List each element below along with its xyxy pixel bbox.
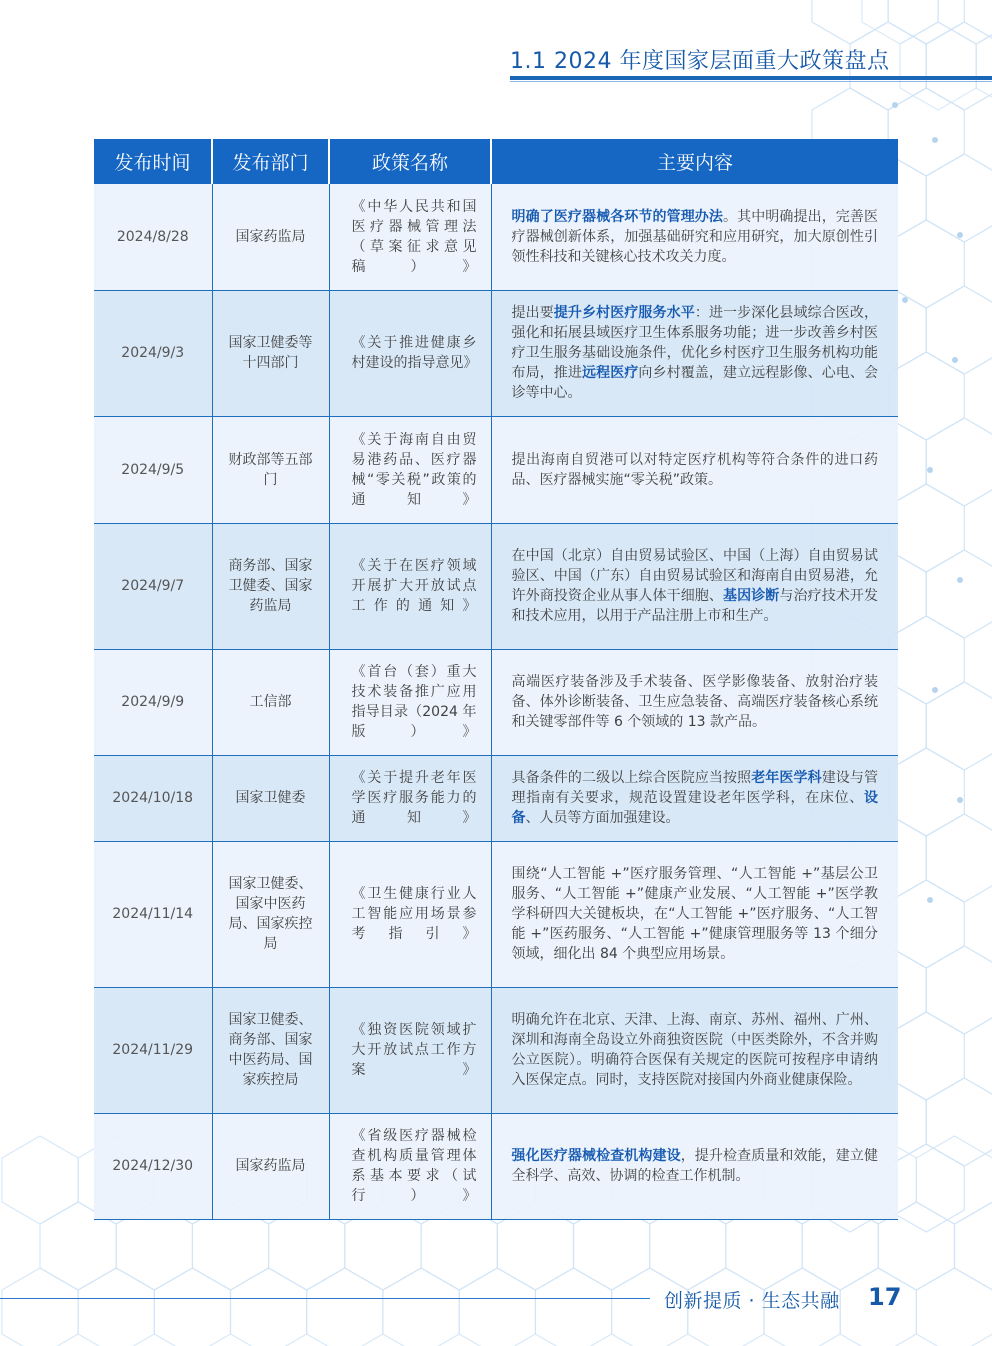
background-hexagon [955,1202,992,1290]
background-hexagon [888,880,964,968]
content-text: 在中国（北京）自由贸易试验区、中国（上海）自由贸易试验区、中国（广东）自由贸易试验区和海南自由贸易港，允许外商投资企业从事人体干细胞、 [511,548,878,604]
table-row [94,755,898,841]
table-row [94,1113,898,1219]
background-hexagon [888,1144,964,1232]
background-hexagon [926,550,992,638]
background-hexagon [78,1268,154,1346]
cell-date: 2024/10/18 [94,755,212,841]
highlighted-text: 远程医疗 [582,365,639,381]
background-hexagon [926,286,992,374]
table-header-row [94,139,898,184]
content-text: ，提升检查质量和效能，建立健全科学、高效、协调的检查工作机制。 [511,1148,879,1184]
page-number: 17 [868,1283,902,1311]
background-hexagon [535,1268,611,1346]
content-text: 、人员等方面加强建设。 [525,810,680,826]
cell-date: 2024/11/29 [94,987,212,1113]
content-text: 高端医疗装备涉及手术装备、医学影像装备、放射治疗装备、体外诊断装备、卫生应急装备、高端医疗装备核心系统和关键零部件等 6 个领域的 13 款产品。 [511,674,878,730]
highlighted-text: 明确了医疗器械各环节的管理办法 [511,208,723,225]
cell-content [491,416,898,523]
background-node-dot [932,137,938,143]
background-hexagon [888,616,964,704]
highlighted-text: 基因诊断 [723,588,780,604]
table-row [94,290,898,416]
background-hexagon [231,1268,307,1346]
background-hexagon [926,418,992,506]
background-hexagon [926,22,992,110]
background-node-dot [932,687,938,693]
background-hexagon [154,1268,230,1346]
background-hexagon [888,748,964,836]
background-hexagon [926,154,992,242]
background-hexagon [888,220,964,308]
background-hexagon [926,682,992,770]
cell-policy-name: 《关于提升老年医学医疗服务能力的通知》 [329,755,491,841]
cell-department: 国家卫健委、商务部、国家中医药局、国家疾控局 [212,987,329,1113]
background-hexagon [812,0,888,44]
cell-content [491,184,898,290]
column-header-content: 主要内容 [491,139,898,184]
background-node-dot [952,357,958,363]
cell-policy-name: 《首台（套）重大技术装备推广应用指导目录（2024 年版）》 [329,649,491,755]
background-hexagon [862,0,938,44]
cell-policy-name: 《卫生健康行业人工智能应用场景参考指引》 [329,841,491,987]
background-hexagon [888,352,964,440]
content-text: 围绕“人工智能 +”医疗服务管理、“人工智能 +”基层公卫服务、“人工智能 +”健康产业发展、“人工智能 +”医学教学科研四大关键板块，在“人工智能 +”医疗服务、“人工智能 +”医药服务、“人工智能 +”健康管理服务等 13 个细分领域，细化出 84 个典型应用场景。 [511,866,878,962]
cell-date: 2024/8/28 [94,184,212,290]
background-hexagon [916,1268,992,1346]
cell-content [491,1113,898,1219]
cell-policy-name: 《关于海南自由贸易港药品、医疗器械“零关税”政策的通知》 [329,416,491,523]
column-header-policy-name: 政策名称 [329,139,491,184]
cell-department: 财政部等五部门 [212,416,329,523]
background-hexagon [459,1268,535,1346]
cell-department: 国家卫健委 [212,755,329,841]
content-text: 具备条件的二级以上综合医院应当按照 [511,770,752,786]
cell-policy-name: 《独资医院领域扩大开放试点工作方案》 [329,987,491,1113]
background-hexagon [976,22,992,110]
background-hexagon [926,1078,992,1166]
background-hexagon [307,1268,383,1346]
cell-content [491,987,898,1113]
cell-department: 国家卫健委等十四部门 [212,290,329,416]
cell-date: 2024/9/7 [94,523,212,649]
column-header-date: 发布时间 [94,139,212,184]
table-row [94,841,898,987]
table-row [94,416,898,523]
cell-content [491,523,898,649]
background-node-dot [927,897,933,903]
background-node-dot [957,797,963,803]
policy-table [94,139,898,1220]
column-header-department: 发布部门 [212,139,329,184]
background-node-dot [957,232,963,238]
cell-policy-name: 《省级医疗器械检查机构质量管理体系基本要求（试行）》 [329,1113,491,1219]
content-text: 与治疗技术开发和技术应用，以用于产品注册上市和生产。 [511,588,879,624]
background-hexagon [926,946,992,1034]
cell-date: 2024/12/30 [94,1113,212,1219]
cell-content [491,649,898,755]
content-text: 向乡村覆盖，建立远程影像、心电、会诊等中心。 [511,365,879,401]
cell-department: 国家药监局 [212,184,329,290]
background-hexagon [2,1268,78,1346]
highlighted-text: 设备 [511,790,878,826]
table-row [94,987,898,1113]
highlighted-text: 强化医疗器械检查机构建设 [511,1148,681,1164]
background-node-dot [902,297,908,303]
content-text: 。其中明确提出，完善医疗器械创新体系，加强基础研究和应用研究，加大原创性引领性科技和关键核心技术攻关力度。 [511,208,878,265]
cell-department: 国家药监局 [212,1113,329,1219]
highlighted-text: 提升乡村医疗服务水平 [553,305,695,321]
cell-date: 2024/9/9 [94,649,212,755]
cell-policy-name: 《关于在医疗领域开展扩大开放试点工作的通知》 [329,523,491,649]
background-hexagon [888,484,964,572]
cell-content [491,290,898,416]
footer-slogan: 创新提质 · 生态共融 [664,1290,840,1312]
background-hexagon [888,0,964,44]
background-hexagon [916,1136,992,1224]
cell-policy-name: 《中华人民共和国医疗器械管理法（草案征求意见稿）》 [329,184,491,290]
cell-department: 商务部、国家卫健委、国家药监局 [212,523,329,649]
highlighted-text: 老年医学科 [751,770,822,786]
cell-date: 2024/9/3 [94,290,212,416]
content-text: 提出海南自贸港可以对特定医疗机构等符合条件的进口药品、医疗器械实施“零关税”政策。 [511,451,878,488]
background-hexagon [926,814,992,902]
background-hexagon [383,1268,459,1346]
content-text: ：进一步深化县域综合医改，强化和拓展县域医疗卫生体系服务功能；进一步改善乡村医疗卫生服务基础设施条件，优化乡村医疗卫生服务机构功能布局，推进 [511,305,879,381]
section-title-underline [510,76,992,80]
background-node-dot [927,467,933,473]
background-node-dot [892,102,898,108]
table-row [94,184,898,290]
cell-date: 2024/11/14 [94,841,212,987]
content-text: 建设与管理指南有关要求，规范设置建设老年医学科，在床位、 [511,770,879,806]
background-hexagon [888,1012,964,1100]
footer-rule [0,1298,650,1299]
cell-department: 工信部 [212,649,329,755]
background-node-dot [957,577,963,583]
cell-content [491,755,898,841]
cell-department: 国家卫健委、国家中医药局、国家疾控局 [212,841,329,987]
content-text: 提出要 [511,305,554,321]
table-row [94,649,898,755]
section-title: 1.1 2024 年度国家层面重大政策盘点 [510,49,890,74]
table-row [94,523,898,649]
cell-date: 2024/9/5 [94,416,212,523]
cell-content [491,841,898,987]
cell-policy-name: 《关于推进健康乡村建设的指导意见》 [329,290,491,416]
background-hexagon [2,1136,78,1224]
content-text: 明确允许在北京、天津、上海、南京、苏州、福州、广州、深圳和海南全岛设立外商独资医院（中医类除外，不含并购公立医院）。明确符合医保有关规定的医院可按程序申请纳入医保定点。同时，支持医院对接国内外商业健康保险。 [511,1012,878,1088]
